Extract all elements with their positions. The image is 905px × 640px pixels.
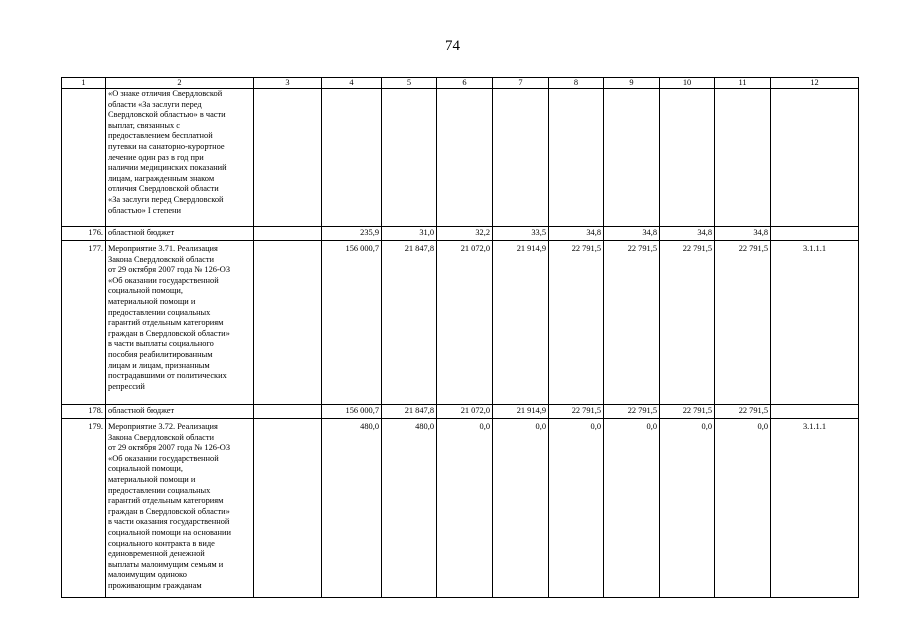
cell-col5	[382, 89, 437, 227]
row-number: 176.	[62, 227, 106, 241]
cell-col7: 33,5	[493, 227, 549, 241]
cell-col10: 22 791,5	[660, 241, 715, 405]
cell-col9: 22 791,5	[604, 405, 660, 419]
table-row	[62, 241, 859, 405]
row-number	[62, 89, 106, 227]
cell-col5: 31,0	[382, 227, 437, 241]
cell-col11: 22 791,5	[715, 405, 771, 419]
cell-col3	[254, 89, 322, 227]
table-header-row	[62, 78, 859, 89]
cell-col4	[322, 89, 382, 227]
cell-col7	[493, 89, 549, 227]
cell-col8: 22 791,5	[549, 241, 604, 405]
column-header: 11	[715, 78, 771, 89]
cell-col4: 156 000,7	[322, 405, 382, 419]
column-header: 8	[549, 78, 604, 89]
cell-col11: 22 791,5	[715, 241, 771, 405]
cell-col3	[254, 405, 322, 419]
cell-col10: 22 791,5	[660, 405, 715, 419]
cell-col12	[771, 89, 859, 227]
cell-col4: 156 000,7	[322, 241, 382, 405]
budget-table	[61, 77, 859, 598]
cell-col10: 0,0	[660, 419, 715, 598]
cell-col8: 0,0	[549, 419, 604, 598]
cell-col11: 34,8	[715, 227, 771, 241]
cell-col5: 480,0	[382, 419, 437, 598]
cell-col6: 21 072,0	[437, 405, 493, 419]
cell-col10	[660, 89, 715, 227]
cell-col12	[771, 405, 859, 419]
row-description: Мероприятие 3.72. Реализация Закона Свердловской области от 29 октября 2007 года № 126-ОЗ «Об оказании государственной социальной помощи, материальной помощи и предоставлении социальных гарантий отдельным категориям граждан в Свердловской области» в части оказания государственной социальной помощи на основании социального контракта в виде единовременной денежной выплаты малоимущим семьям и малоимущим одиноко проживающим гражданам	[106, 419, 254, 598]
column-header: 9	[604, 78, 660, 89]
cell-col4: 480,0	[322, 419, 382, 598]
cell-col3	[254, 419, 322, 598]
column-header: 6	[437, 78, 493, 89]
row-description: областной бюджет	[106, 227, 254, 241]
cell-col5: 21 847,8	[382, 241, 437, 405]
cell-col6: 32,2	[437, 227, 493, 241]
column-header: 4	[322, 78, 382, 89]
cell-col10: 34,8	[660, 227, 715, 241]
cell-col4: 235,9	[322, 227, 382, 241]
cell-col9	[604, 89, 660, 227]
cell-col7: 21 914,9	[493, 405, 549, 419]
row-number: 179.	[62, 419, 106, 598]
cell-col9: 22 791,5	[604, 241, 660, 405]
cell-col8: 22 791,5	[549, 405, 604, 419]
cell-col7: 0,0	[493, 419, 549, 598]
cell-col3	[254, 241, 322, 405]
cell-col7: 21 914,9	[493, 241, 549, 405]
cell-col6: 0,0	[437, 419, 493, 598]
cell-col8	[549, 89, 604, 227]
column-header: 12	[771, 78, 859, 89]
column-header: 5	[382, 78, 437, 89]
table-row	[62, 405, 859, 419]
table-row	[62, 89, 859, 227]
table-row	[62, 419, 859, 598]
row-number: 177.	[62, 241, 106, 405]
cell-col11: 0,0	[715, 419, 771, 598]
row-number: 178.	[62, 405, 106, 419]
row-description: Мероприятие 3.71. Реализация Закона Свердловской области от 29 октября 2007 года № 126-ОЗ «Об оказании государственной социальной помощи, материальной помощи и предоставлении социальных гарантий отдельным категориям граждан в Свердловской области» в части выплаты социального пособия реабилитированным лицам и лицам, признанным пострадавшими от политических репрессий	[106, 241, 254, 405]
cell-col5: 21 847,8	[382, 405, 437, 419]
row-description: областной бюджет	[106, 405, 254, 419]
column-header: 2	[106, 78, 254, 89]
cell-col12: 3.1.1.1	[771, 241, 859, 405]
cell-col11	[715, 89, 771, 227]
cell-col6: 21 072,0	[437, 241, 493, 405]
column-header: 10	[660, 78, 715, 89]
column-header: 7	[493, 78, 549, 89]
cell-col9: 0,0	[604, 419, 660, 598]
cell-col9: 34,8	[604, 227, 660, 241]
cell-col8: 34,8	[549, 227, 604, 241]
column-header: 3	[254, 78, 322, 89]
cell-col3	[254, 227, 322, 241]
page-number: 74	[445, 38, 460, 54]
row-description: «О знаке отличия Свердловской области «За заслуги перед Свердловской областью» в части выплат, связанных с предоставлением бесплатной путевки на санаторно-курортное лечение один раз в год при наличии медицинских показаний лицам, награжденным знаком отличия Свердловской области «За заслуги перед Свердловской областью» I степени	[106, 89, 254, 227]
cell-col6	[437, 89, 493, 227]
cell-col12	[771, 227, 859, 241]
cell-col12: 3.1.1.1	[771, 419, 859, 598]
column-header: 1	[62, 78, 106, 89]
table-row	[62, 227, 859, 241]
